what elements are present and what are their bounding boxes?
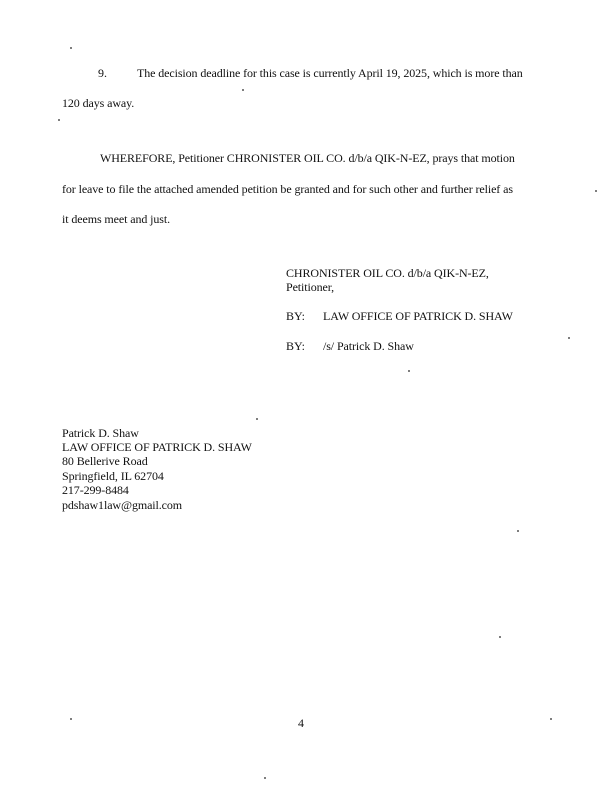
wherefore-line-3: it deems meet and just. — [62, 212, 171, 226]
scan-speck — [499, 636, 501, 638]
scan-speck — [408, 370, 410, 372]
page-number: 4 — [298, 716, 304, 730]
attorney-street: 80 Bellerive Road — [62, 454, 148, 468]
paragraph-number: 9. — [98, 66, 107, 80]
scan-speck — [264, 777, 266, 779]
scan-speck — [568, 337, 570, 339]
attorney-phone: 217-299-8484 — [62, 483, 129, 497]
scan-speck — [70, 718, 72, 720]
scan-speck — [595, 190, 597, 192]
party-role: Petitioner, — [286, 280, 335, 294]
scan-speck — [256, 418, 258, 420]
paragraph-9-line-2: 120 days away. — [62, 96, 135, 110]
scan-speck — [70, 47, 72, 49]
wherefore-line-2: for leave to file the attached amended petition be granted and for such other and further relief as — [62, 182, 513, 196]
attorney-city: Springfield, IL 62704 — [62, 469, 164, 483]
by-label-2: BY: — [286, 339, 305, 353]
scan-speck — [242, 89, 244, 91]
party-name: CHRONISTER OIL CO. d/b/a QIK-N-EZ, — [286, 266, 489, 280]
attorney-firm: LAW OFFICE OF PATRICK D. SHAW — [62, 440, 252, 454]
by-value-1: LAW OFFICE OF PATRICK D. SHAW — [323, 309, 513, 323]
attorney-name: Patrick D. Shaw — [62, 426, 139, 440]
scan-speck — [550, 718, 552, 720]
by-label-1: BY: — [286, 309, 305, 323]
scan-speck — [517, 530, 519, 532]
signature-value: /s/ Patrick D. Shaw — [323, 339, 414, 353]
scan-speck — [58, 119, 60, 121]
attorney-email: pdshaw1law@gmail.com — [62, 498, 183, 512]
paragraph-9-line-1: The decision deadline for this case is currently April 19, 2025, which is more than — [137, 66, 523, 80]
wherefore-line-1: WHEREFORE, Petitioner CHRONISTER OIL CO. d/b/a QIK-N-EZ, prays that motion — [100, 151, 515, 165]
